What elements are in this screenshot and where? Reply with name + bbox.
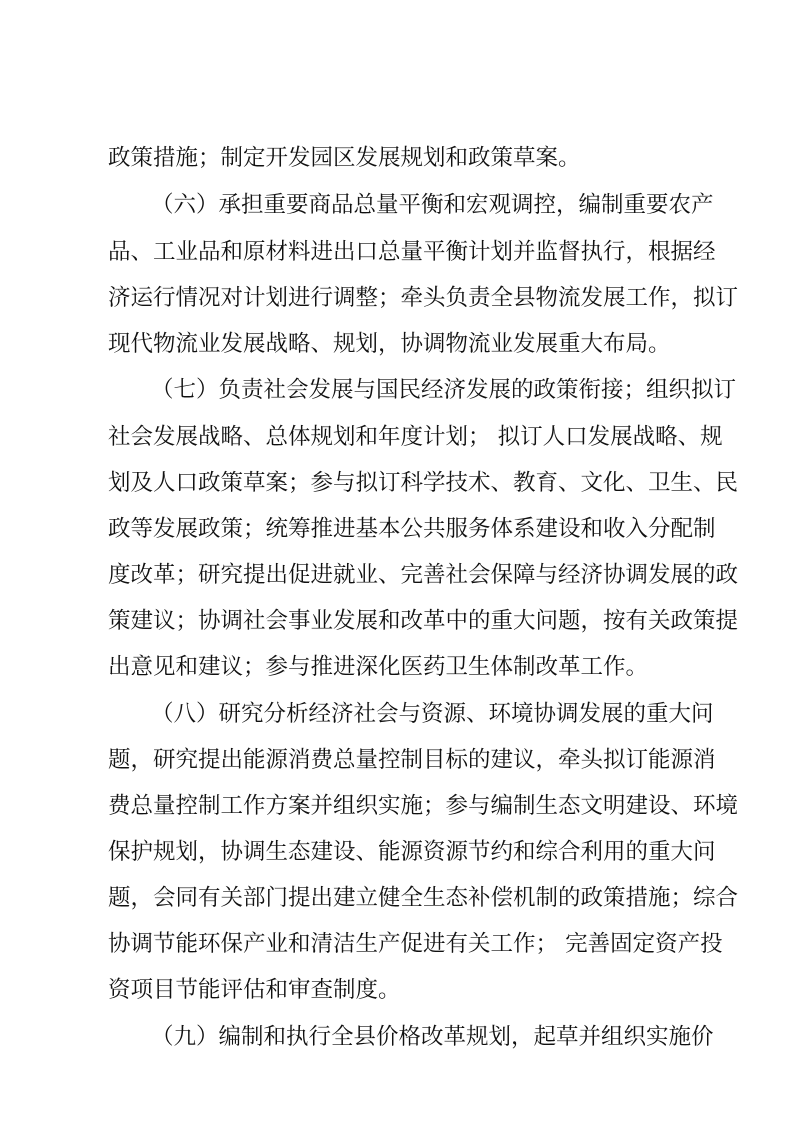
text-line: 题，会同有关部门提出建立健全生态补偿机制的政策措施；综合: [108, 885, 739, 911]
text-line: 出意见和建议；参与推进深化医药卫生体制改革工作。: [108, 654, 649, 680]
text-line: 划及人口政策草案；参与拟订科学技术、教育、文化、卫生、民: [108, 470, 739, 496]
text-line: 协调节能环保产业和清洁生产促进有关工作； 完善固定资产投: [108, 931, 723, 957]
paragraph-first-line: （九）编制和执行全县价格改革规划，起草并组织实施价: [151, 1024, 714, 1050]
text-line: 保护规划，协调生态建设、能源资源节约和综合利用的重大问: [108, 839, 716, 865]
text-line: 济运行情况对计划进行调整；牵头负责全县物流发展工作，拟订: [108, 285, 739, 311]
text-line: 题，研究提出能源消费总量控制目标的建议，牵头拟订能源消: [108, 747, 716, 773]
text-line: 品、工业品和原材料进出口总量平衡计划并监督执行，根据经: [108, 239, 716, 265]
text-line: 度改革；研究提出促进就业、完善社会保障与经济协调发展的政: [108, 562, 739, 588]
text-line: 社会发展战略、总体规划和年度计划； 拟订人口发展战略、规: [108, 424, 723, 450]
paragraph-first-line: （七）负责社会发展与国民经济发展的政策衔接；组织拟订: [151, 377, 737, 403]
text-line: 资项目节能评估和审查制度。: [108, 977, 401, 1003]
text-line: 政等发展政策；统筹推进基本公共服务体系建设和收入分配制: [108, 516, 716, 542]
paragraph-first-line: （八）研究分析经济社会与资源、环境协调发展的重大问: [151, 701, 714, 727]
text-line: 费总量控制工作方案并组织实施；参与编制生态文明建设、环境: [108, 793, 739, 819]
text-line: 现代物流业发展战略、规划，协调物流业发展重大布局。: [108, 331, 671, 357]
paragraph-first-line: （六）承担重要商品总量平衡和宏观调控，编制重要农产: [151, 192, 714, 218]
text-line: 政策措施；制定开发园区发展规划和政策草案。: [108, 145, 581, 171]
text-line: 策建议；协调社会事业发展和改革中的重大问题，按有关政策提: [108, 608, 739, 634]
